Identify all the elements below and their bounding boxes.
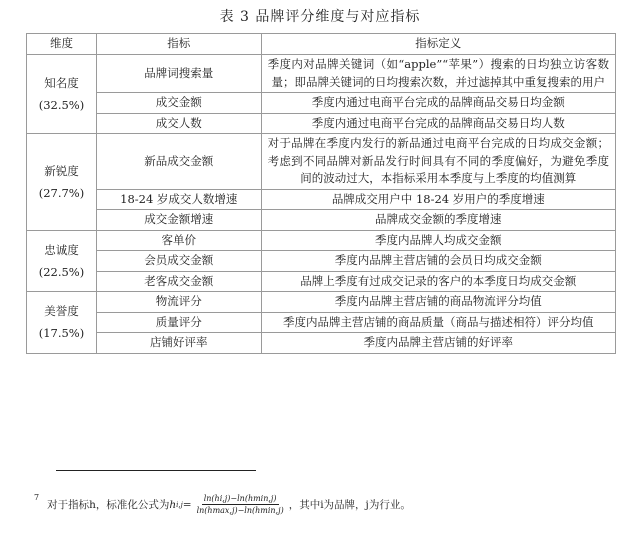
dimension-name: 新锐度 (44, 163, 79, 178)
footnote-divider (56, 470, 256, 471)
table-row (27, 230, 616, 251)
dimension-name: 美誉度 (44, 304, 79, 319)
definition-cell: 品牌成交金额的季度增速 (261, 210, 615, 231)
indicator-cell: 新品成交金额 (96, 134, 261, 190)
table-caption: 表 3 品牌评分维度与对应指标 (219, 9, 421, 25)
indicator-cell: 物流评分 (96, 292, 261, 313)
indicator-cell: 成交人数 (96, 113, 261, 134)
table-row (27, 93, 616, 114)
definition-cell: 季度内品牌主营店铺的会员日均成交金额 (261, 251, 615, 272)
indicator-cell: 老客成交金额 (96, 271, 261, 292)
definition-cell: 季度内品牌主营店铺的好评率 (261, 333, 615, 354)
table-row (27, 210, 616, 231)
formula-symbol: h (169, 498, 177, 511)
formula-numerator: ln(hi,j)−ln(hmin,j) (203, 494, 277, 503)
indicator-cell: 成交金额 (96, 93, 261, 114)
dimension-cell (27, 134, 97, 231)
dimension-weight: (27.7%) (38, 185, 85, 200)
footnote (34, 493, 411, 516)
indicator-cell: 18-24 岁成交人数增速 (96, 189, 261, 210)
definition-cell: 季度内通过电商平台完成的品牌商品交易日均人数 (261, 113, 615, 134)
dimension-name: 知名度 (44, 76, 79, 90)
indicator-cell: 品牌词搜索量 (96, 55, 261, 93)
definition-cell: 季度内品牌主营店铺的商品物流评分均值 (261, 292, 615, 313)
dimension-cell (27, 55, 97, 134)
dimension-weight: (17.5%) (38, 326, 85, 341)
definition-cell: 季度内对品牌关键词（如“apple”“苹果”）搜索的日均独立访客数量；即品牌关键词的日均搜索次数，并过滤掉其中重复搜索的用户 (261, 55, 615, 93)
formula-fraction (195, 493, 286, 516)
formula-denominator: ln(hmax,j)−ln(hmin,j) (196, 506, 284, 515)
dimension-cell (27, 230, 97, 292)
brand-metrics-table (26, 33, 616, 354)
table-row (27, 134, 616, 190)
table-row (27, 113, 616, 134)
header-definition: 指标定义 (261, 34, 615, 55)
dimension-name: 忠诚度 (44, 242, 79, 257)
footnote-lead: 对于指标h，标准化公式为 (47, 499, 170, 511)
indicator-cell: 质量评分 (96, 312, 261, 333)
indicator-cell: 客单价 (96, 230, 261, 251)
definition-cell: 对于品牌在季度内发行的新品通过电商平台完成的日均成交金额；考虑到不同品牌对新品发行时间具有不同的季度偏好，为避免季度间的波动过大，本指标采用本季度与上季度的均值测算 (261, 134, 615, 190)
definition-cell: 季度内品牌人均成交金额 (261, 230, 615, 251)
indicator-cell: 店铺好评率 (96, 333, 261, 354)
definition-cell: 季度内品牌主营店铺的商品质量（商品与描述相符）评分均值 (261, 312, 615, 333)
dimension-weight: (22.5%) (38, 264, 85, 279)
indicator-cell: 成交金额增速 (96, 210, 261, 231)
formula-equals: = (182, 498, 192, 511)
definition-cell: 品牌上季度有过成交记录的客户的本季度日均成交金额 (261, 271, 615, 292)
table-row (27, 55, 616, 93)
table-header-row (27, 34, 616, 55)
table-row (27, 312, 616, 333)
table-row (27, 292, 616, 313)
formula-subscript: i,j (176, 500, 183, 509)
table-row (27, 271, 616, 292)
footnote-tail: ，其中i为品牌，j为行业。 (288, 499, 411, 511)
dimension-cell (27, 292, 97, 354)
definition-cell: 品牌成交用户中 18-24 岁用户的季度增速 (261, 189, 615, 210)
header-dimension: 维度 (27, 34, 97, 55)
table-row (27, 333, 616, 354)
footnote-mark: 7 (34, 493, 40, 502)
definition-cell: 季度内通过电商平台完成的品牌商品交易日均金额 (261, 93, 615, 114)
header-indicator: 指标 (96, 34, 261, 55)
dimension-weight: (32.5%) (38, 98, 85, 112)
table-row (27, 189, 616, 210)
indicator-cell: 会员成交金额 (96, 251, 261, 272)
table-row (27, 251, 616, 272)
